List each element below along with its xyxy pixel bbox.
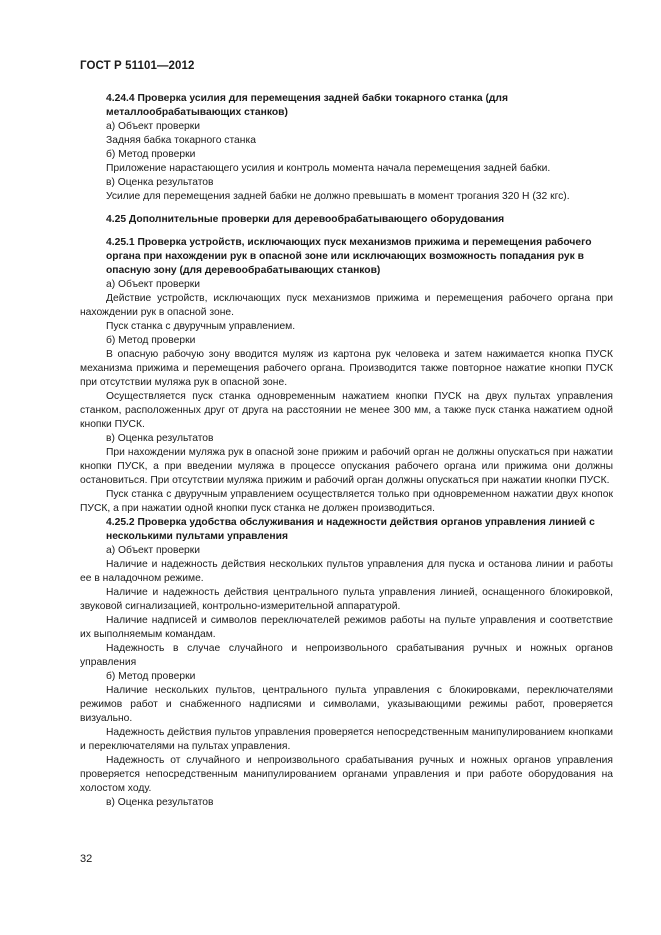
subsection-label: б) Метод проверки <box>106 149 196 160</box>
subsection-label: в) Оценка результатов <box>106 797 214 808</box>
paragraph: Надежность действия пультов управления проверяется непосредственным манипулированием кнопками и переключателями на пультах управления. <box>80 727 613 752</box>
section-heading: 4.25.2 Проверка удобства обслуживания и надежности действия органов управления линией с несколькими пультами управления <box>106 517 595 542</box>
subsection-label: а) Объект проверки <box>106 279 201 290</box>
paragraph: Наличие нескольких пультов, центрального пульта управления с блокировками, переключателями режимов работ и снабженного надписями и символами, указывающими режимы работ, проверяется визуально. <box>80 685 613 724</box>
paragraph: Пуск станка с двуручным управлением. <box>106 321 296 332</box>
paragraph: При нахождении муляжа рук в опасной зоне прижим и рабочий орган не должны опускаться при нажатии кнопки ПУСК, а при введении муляжа в процессе опускания рабочего органа или прижима они должны остановиться. При отсутствии муляжа прижим и рабочий орган должны опускаться при нажатии кнопки ПУСК. <box>80 447 613 486</box>
subsection-label: в) Оценка результатов <box>106 433 214 444</box>
subsection-label: б) Метод проверки <box>106 335 196 346</box>
paragraph: Наличие и надежность действия нескольких пультов управления для пуска и останова линии и работы ее в наладочном режиме. <box>80 559 613 584</box>
paragraph: Наличие и надежность действия центрального пульта управления линией, оснащенного блокировкой, звуковой сигнализацией, контрольно-измерительной аппаратурой. <box>80 587 613 612</box>
paragraph: Осуществляется пуск станка одновременным нажатием кнопки ПУСК на двух пультах управления станком, расположенных друг от друга на расстоянии не менее 300 мм, а также пуск станка нажатием одной кнопки ПУСК. <box>80 391 613 430</box>
document-body <box>80 92 613 810</box>
section-heading: 4.25.1 Проверка устройств, исключающих пуск механизмов прижима и перемещения рабочего органа при нахождении рук в опасной зоне или исключающих возможность попадания рук в опасную зону (для деревообрабатывающих станков) <box>106 237 592 276</box>
paragraph: В опасную рабочую зону вводится муляж из картона рук человека и затем нажимается кнопка ПУСК механизма прижима и перемещения рабочего органа. Производится также повторное нажатие кнопки ПУСК при отсутствии муляжа рук в опасной зоне. <box>80 349 613 388</box>
paragraph: Действие устройств, исключающих пуск механизмов прижима и перемещения рабочего органа при нахождении рук в опасной зоне. <box>80 293 613 318</box>
document-header: ГОСТ Р 51101—2012 <box>80 60 195 72</box>
subsection-label: а) Объект проверки <box>106 121 201 132</box>
paragraph: Приложение нарастающего усилия и контроль момента начала перемещения задней бабки. <box>106 163 551 174</box>
paragraph: Задняя бабка токарного станка <box>106 135 256 146</box>
paragraph: Усилие для перемещения задней бабки не должно превышать в момент трогания 320 Н (32 кгс). <box>106 191 570 202</box>
paragraph: Пуск станка с двуручным управлением осуществляется только при одновременном нажатии двух кнопок ПУСК, а при нажатии одной кнопки пуск станка не должен производиться. <box>80 489 613 514</box>
section-heading: 4.24.4 Проверка усилия для перемещения задней бабки токарного станка (для металлообрабатывающих станков) <box>106 93 508 118</box>
section-heading: 4.25 Дополнительные проверки для деревообрабатывающего оборудования <box>106 214 505 225</box>
subsection-label: б) Метод проверки <box>106 671 196 682</box>
paragraph: Наличие надписей и символов переключателей режимов работы на пульте управления и соответствие их выполняемым командам. <box>80 615 613 640</box>
subsection-label: а) Объект проверки <box>106 545 201 556</box>
subsection-label: в) Оценка результатов <box>106 177 214 188</box>
paragraph: Надежность в случае случайного и непроизвольного срабатывания ручных и ножных органов управления <box>80 643 613 668</box>
paragraph: Надежность от случайного и непроизвольного срабатывания ручных и ножных органов управления проверяется непосредственным манипулированием органами управления и при работе оборудования на холостом ходу. <box>80 755 613 794</box>
page-number: 32 <box>80 853 93 865</box>
